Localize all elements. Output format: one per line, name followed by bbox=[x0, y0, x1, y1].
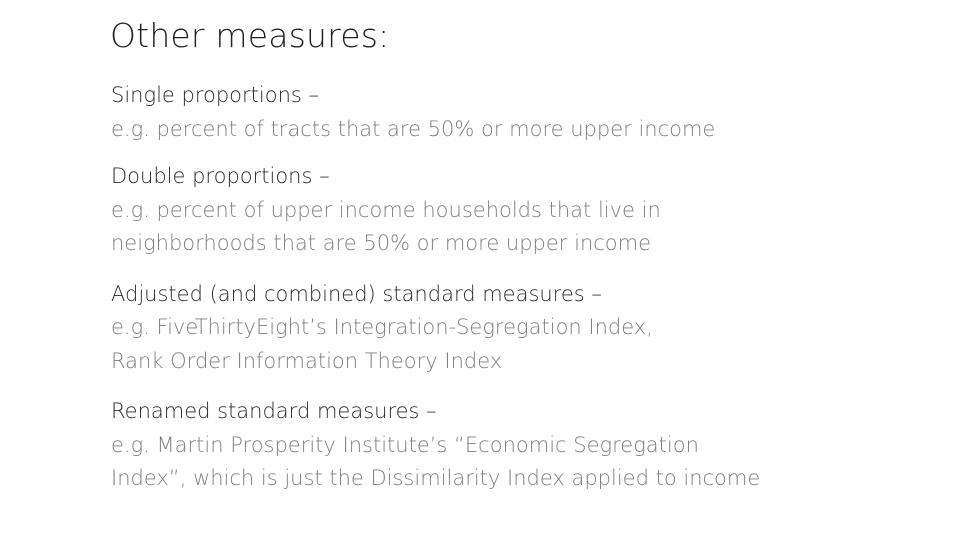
item-heading: Adjusted (and combined) standard measures – bbox=[111, 281, 602, 306]
item-heading: Single proportions – bbox=[111, 83, 320, 107]
item-detail-line: e.g. FiveThirtyEight’s Integration-Segregation Index, bbox=[111, 315, 653, 339]
list-item-renamed-measures bbox=[111, 395, 911, 496]
slide-body bbox=[111, 79, 911, 513]
slide-title: Other measures: bbox=[110, 16, 390, 55]
item-heading: Renamed standard measures – bbox=[111, 399, 437, 423]
item-heading: Double proportions – bbox=[111, 164, 330, 188]
list-item-double-proportions bbox=[111, 160, 911, 261]
item-detail-line: e.g. percent of tracts that are 50% or more upper income bbox=[111, 116, 716, 141]
item-detail-line: Index”, which is just the Dissimilarity Index applied to income bbox=[111, 466, 761, 490]
item-detail-line: e.g. Martin Prosperity Institute’s “Economic Segregation bbox=[111, 432, 699, 457]
list-item-single-proportions bbox=[111, 79, 911, 146]
item-detail-line: neighborhoods that are 50% or more upper income bbox=[111, 231, 652, 255]
item-detail-line: Rank Order Information Theory Index bbox=[111, 348, 503, 373]
item-detail-line: e.g. percent of upper income households that live in bbox=[111, 197, 661, 222]
list-item-adjusted-measures bbox=[111, 278, 911, 379]
